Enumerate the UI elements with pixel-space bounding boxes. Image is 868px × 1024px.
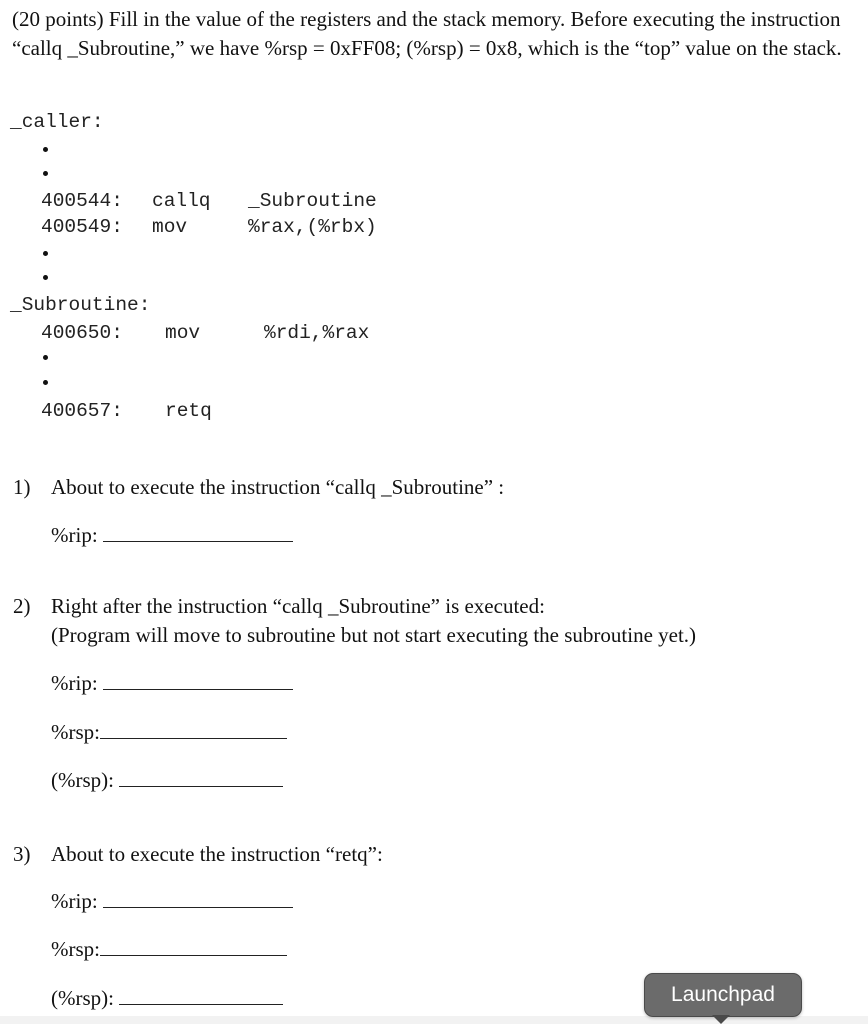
ellipsis-dot (43, 355, 48, 360)
ellipsis-dot (43, 171, 48, 176)
q1-rip-answer (51, 519, 293, 550)
answer-label: %rsp: (51, 937, 100, 961)
caller-label: _caller: (10, 111, 104, 133)
question-text: About to execute the instruction “retq”: (51, 842, 383, 866)
bottom-edge (0, 1016, 868, 1024)
code-line-args: %rdi,%rax (264, 322, 370, 344)
launchpad-tooltip: Launchpad (644, 973, 802, 1017)
problem-intro: (20 points) Fill in the value of the registers and the stack memory. Before executing the instruction “callq _Subroutine,” we have %rsp = 0xFF08; (%rsp) = 0x8, which is the “top” value on the stack. (12, 7, 842, 60)
code-line-addr: 400657: (41, 400, 123, 422)
question-number: 2) (13, 594, 31, 618)
question-number: 1) (13, 475, 31, 499)
answer-label: %rip: (51, 889, 98, 913)
question-2-note: (Program will move to subroutine but not start executing the subroutine yet.) (51, 623, 697, 647)
question-2 (13, 592, 853, 622)
ellipsis-dot (43, 147, 48, 152)
answer-label: (%rsp): (51, 768, 114, 792)
code-line-args: _Subroutine (248, 190, 377, 212)
code-line-op: mov (152, 216, 188, 238)
answer-blank[interactable] (119, 982, 283, 1005)
question-1 (13, 473, 853, 503)
code-line-addr: 400544: (41, 190, 123, 212)
code-line-op: callq (152, 190, 211, 212)
answer-blank[interactable] (103, 519, 293, 542)
ellipsis-dot (43, 275, 48, 280)
answer-blank[interactable] (100, 933, 287, 956)
tooltip-pointer (712, 1015, 730, 1024)
ellipsis-dot (43, 251, 48, 256)
code-line-op: mov (165, 322, 201, 344)
answer-blank[interactable] (103, 885, 293, 908)
code-line-addr: 400549: (41, 216, 123, 238)
subroutine-label: _Subroutine: (10, 294, 151, 316)
q3-rip-answer (51, 885, 293, 916)
code-line-addr: 400650: (41, 322, 123, 344)
question-text: About to execute the instruction “callq _Subroutine” : (51, 475, 505, 499)
q3-rsp-answer (51, 933, 287, 964)
answer-blank[interactable] (103, 667, 293, 690)
code-line-op: retq (165, 400, 212, 422)
question-3 (13, 840, 853, 870)
q2-rip-answer (51, 667, 293, 698)
answer-label: %rip: (51, 523, 98, 547)
q2-stack-answer (51, 764, 283, 795)
question-number: 3) (13, 842, 31, 866)
answer-blank[interactable] (100, 716, 287, 739)
answer-label: %rip: (51, 671, 98, 695)
answer-label: %rsp: (51, 720, 100, 744)
q3-stack-answer (51, 982, 283, 1013)
q2-rsp-answer (51, 716, 287, 747)
code-line-args: %rax,(%rbx) (248, 216, 377, 238)
answer-label: (%rsp): (51, 986, 114, 1010)
answer-blank[interactable] (119, 764, 283, 787)
question-text: Right after the instruction “callq _Subroutine” is executed: (51, 594, 545, 618)
ellipsis-dot (43, 380, 48, 385)
